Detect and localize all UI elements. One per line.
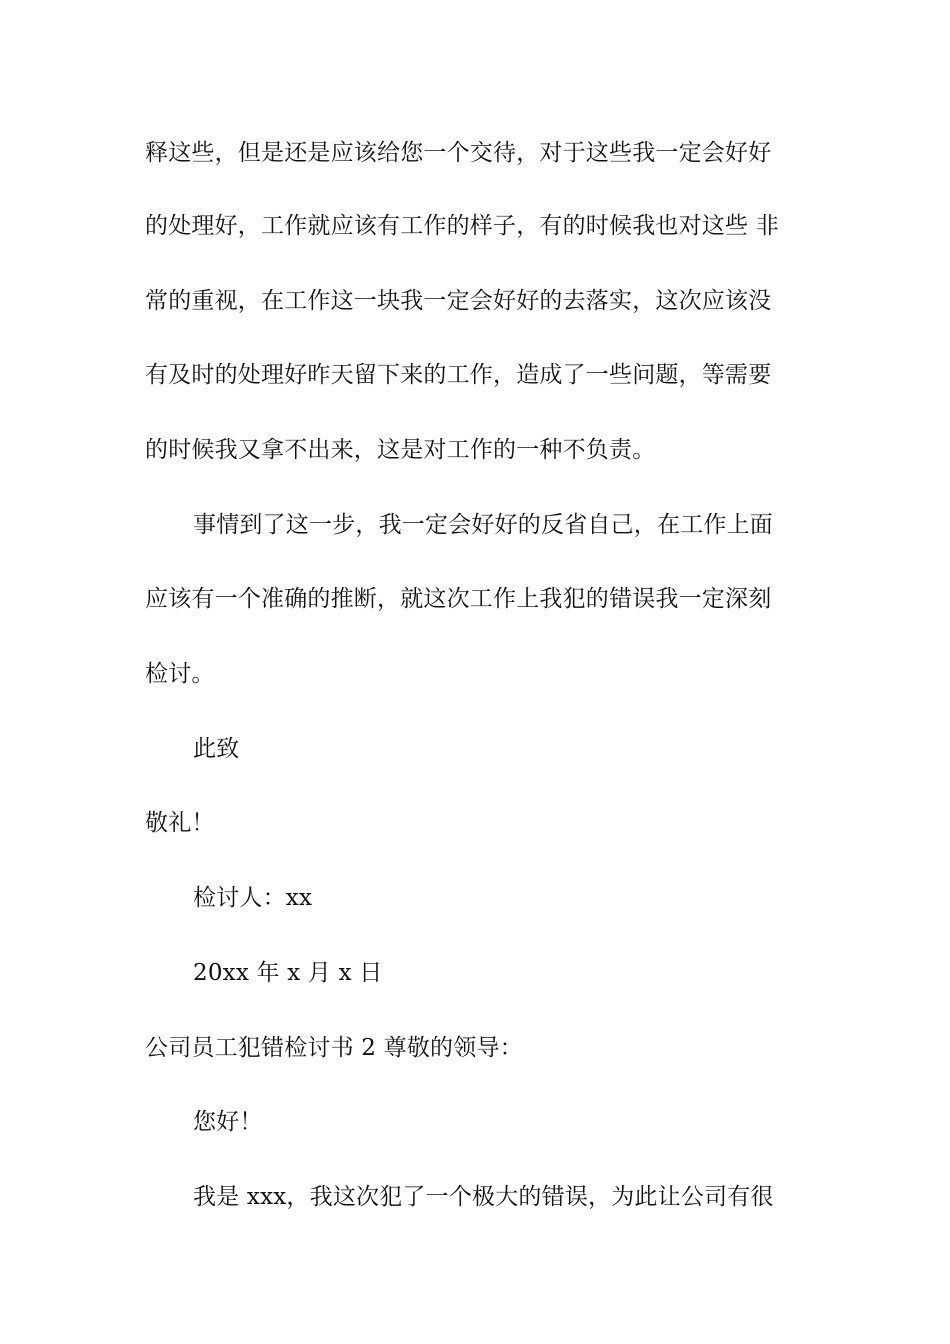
paragraph-line-9: 我是 xxx，我这次犯了一个极大的错误，为此让公司有很 [193,1184,774,1210]
paragraph-line-2: 的处理好，工作就应该有工作的样子，有的时候我也对这些 非 [145,213,779,239]
paragraph-line-4: 有及时的处理好昨天留下来的工作，造成了一些问题，等需要 [145,362,772,388]
paragraph-line-5: 的时候我又拿不出来，这是对工作的一种不负责。 [145,437,656,463]
paragraph-line-8: 检讨。 [145,661,215,687]
closing-salutation: 此致 [193,736,240,762]
paragraph-line-1: 释这些，但是还是应该给您一个交待，对于这些我一定会好好 [145,140,772,166]
section-heading: 公司员工犯错检讨书 2 尊敬的领导： [145,1035,523,1061]
signature-name: 检讨人：xx [193,885,313,911]
paragraph-line-7: 应该有一个准确的推断，就这次工作上我犯的错误我一定深刻 [145,586,772,612]
paragraph-line-6: 事情到了这一步，我一定会好好的反省自己，在工作上面 [193,512,773,538]
signature-date: 20xx 年 x 月 x 日 [193,960,383,986]
paragraph-line-3: 常的重视，在工作这一块我一定会好好的去落实，这次应该没 [145,288,772,314]
closing-regards: 敬礼！ [145,810,215,836]
greeting: 您好！ [193,1109,263,1135]
